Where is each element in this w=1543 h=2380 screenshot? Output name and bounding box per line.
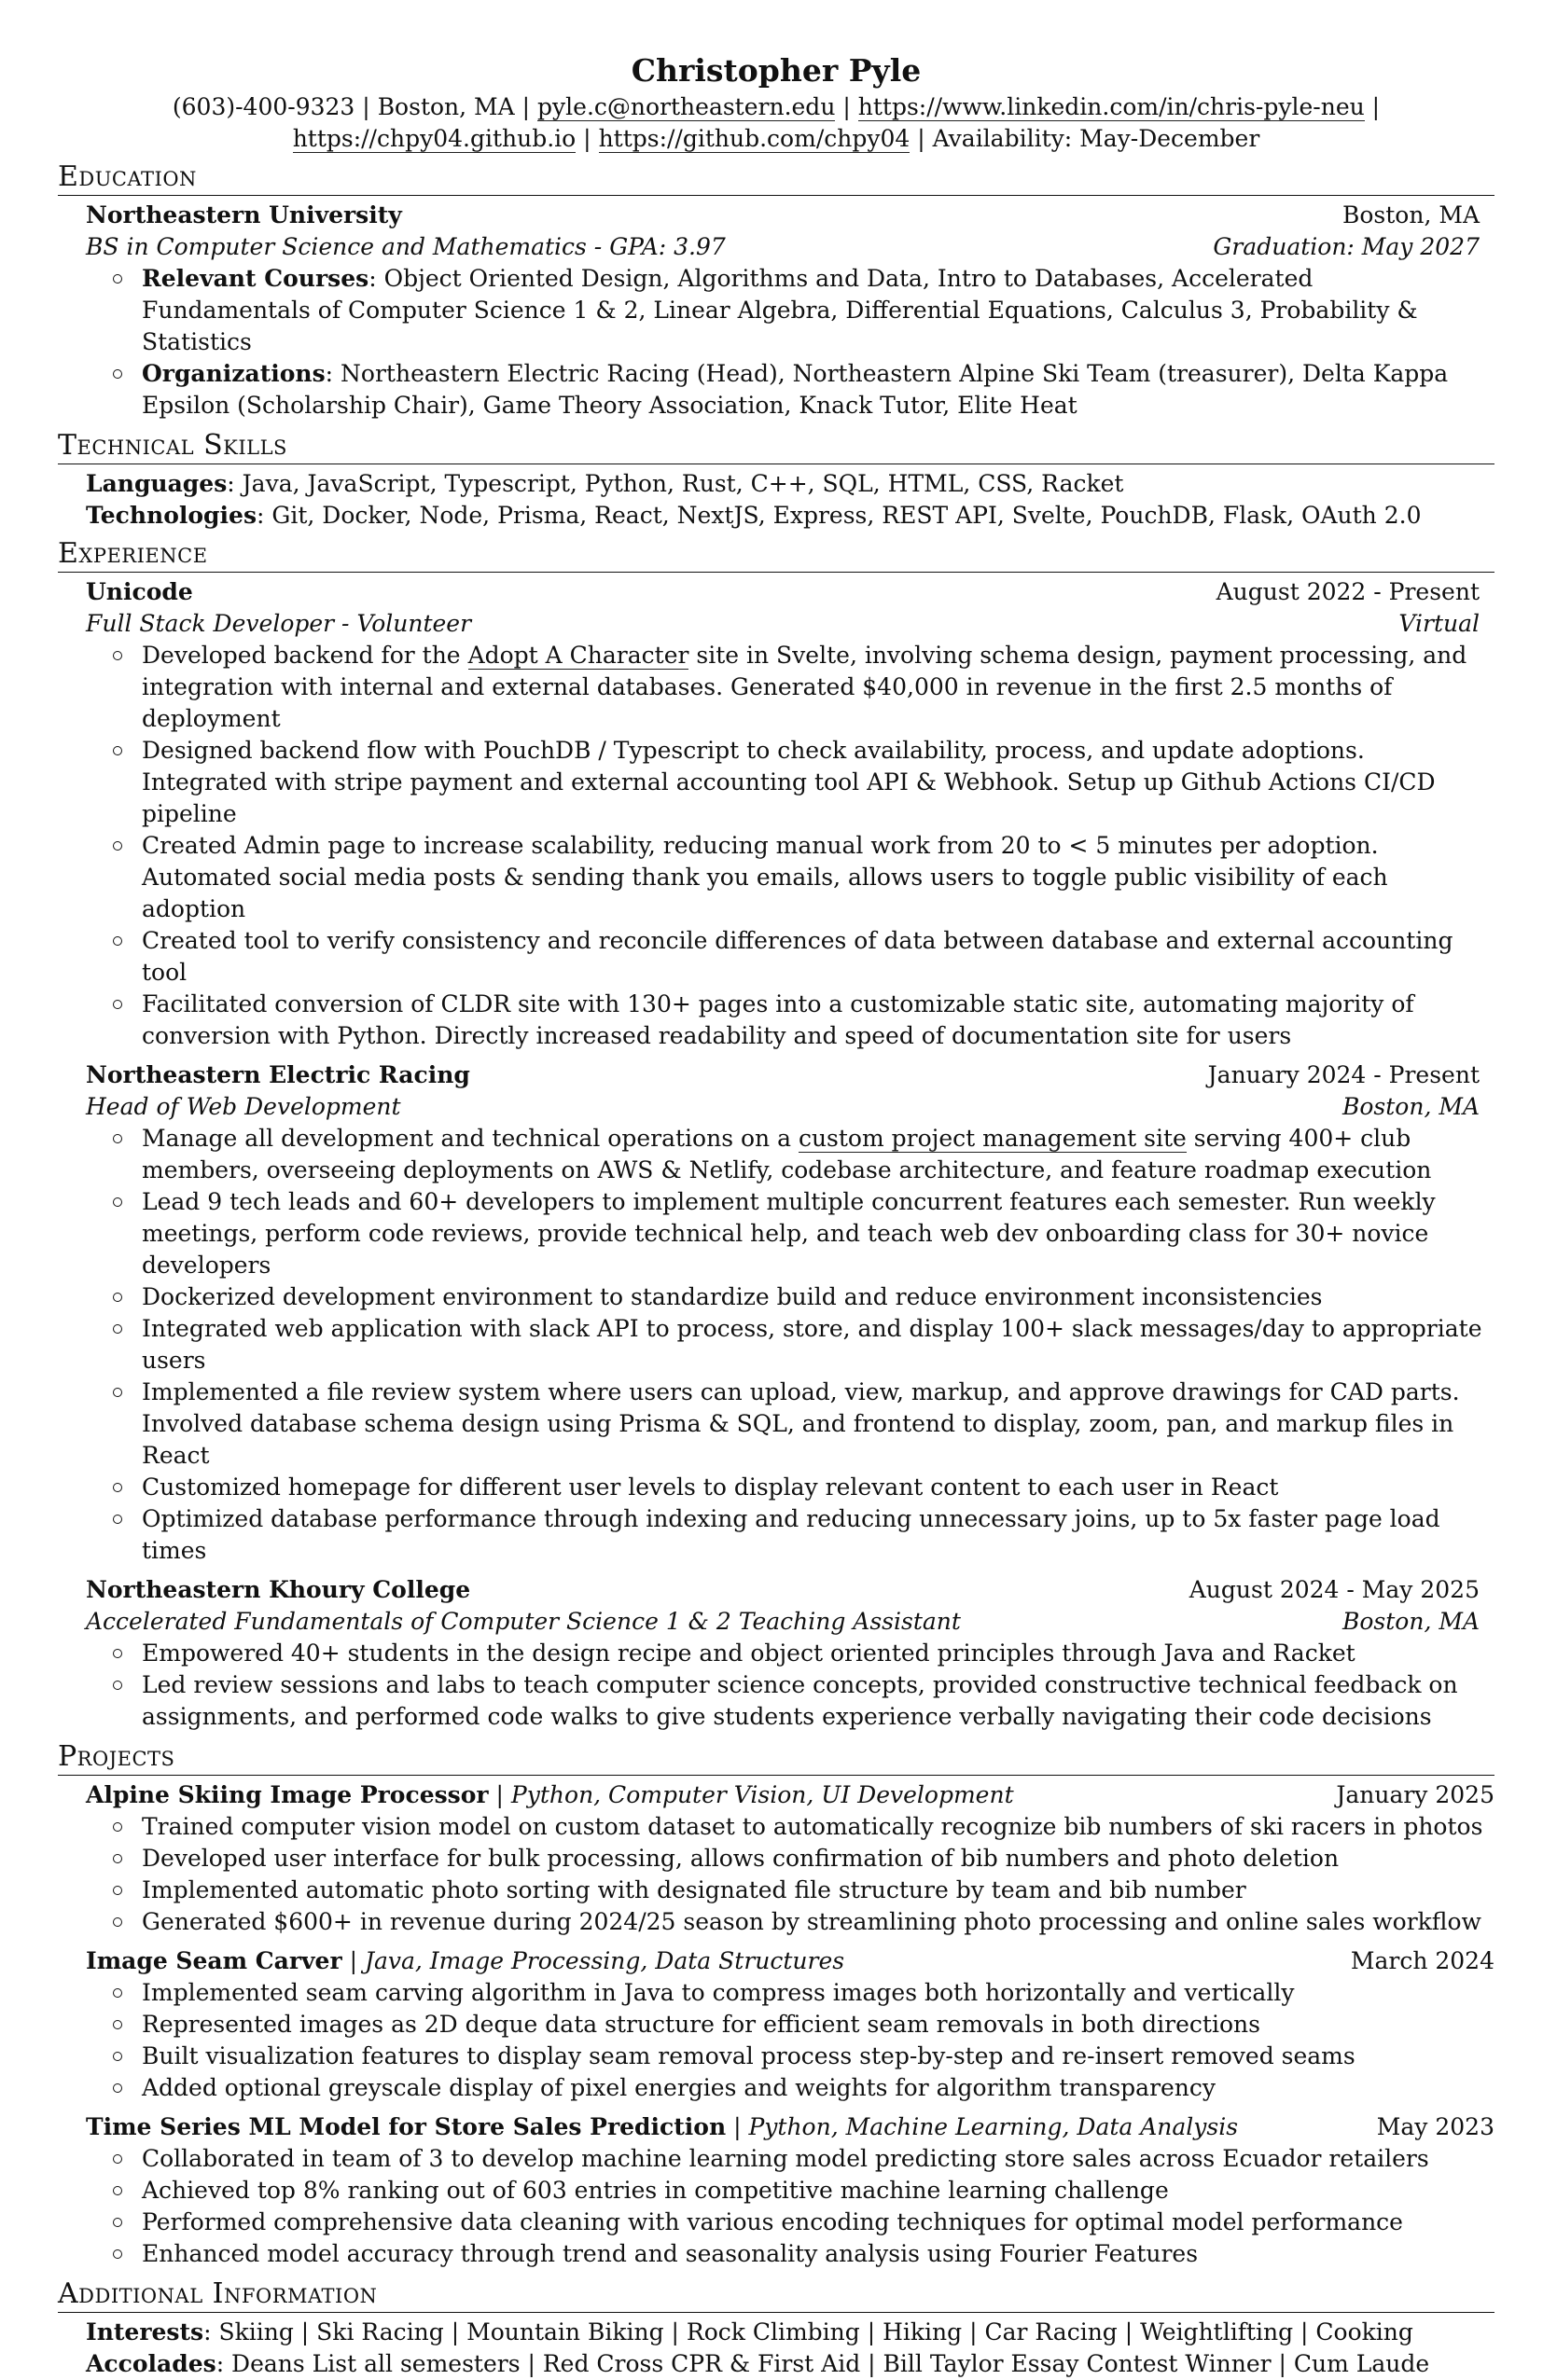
accolades-line: Accolades: Deans List all semesters | Red Cross CPR & First Aid | Bill Taylor Essay Contest Winner | Cum Laude [86, 2350, 1430, 2377]
project-entry: Image Seam Carver | Java, Image Processing, Data Structures March 2024 Implemented seam carving algorithm in Java to compress images both horizontally and vertically Represented images as 2D deque data structure for efficient seam removals in both directions Built visualization features to display seam removal process step-by-step and re-insert removed seams Added optional greyscale display of pixel energies and weights for algorithm transparency [58, 1945, 1494, 2104]
list-item: Dockerized development environment to standardize build and reduce environment inconsistencies [142, 1281, 1494, 1313]
list-item: Created tool to verify consistency and reconcile differences of data between database and external accounting tool [142, 925, 1494, 989]
experience-entry [58, 576, 1494, 1052]
project-name: Time Series ML Model for Store Sales Prediction [86, 2113, 727, 2140]
experience-entry [58, 1574, 1494, 1733]
list-item: Relevant Courses: Object Oriented Design, Algorithms and Data, Intro to Databases, Accelerated Fundamentals of Computer Science 1 & 2, Linear Algebra, Differential Equations, Calculus 3, Probability & Statistics [142, 263, 1480, 358]
website-link[interactable]: https://chpy04.github.io [292, 125, 577, 152]
resume-page [58, 52, 1494, 2380]
project-name: Alpine Skiing Image Processor [86, 1781, 489, 1808]
contact-line-2: https://chpy04.github.io | https://github.com/chpy04 | Availability: May-December [292, 125, 1260, 152]
skills-block [58, 468, 1494, 532]
graduation: Graduation: May 2027 [1213, 233, 1480, 260]
experience-section [58, 537, 1494, 1733]
email-link[interactable]: pyle.c@northeastern.edu [537, 93, 836, 120]
project-stack: Java, Image Processing, Data Structures [364, 1947, 845, 1974]
additional-block [58, 2317, 1494, 2380]
section-title-education: Education [58, 160, 1494, 196]
list-item: Generated $600+ in revenue during 2024/25 season by streamlining photo processing and online sales workflow [142, 1906, 1494, 1938]
education-entry [58, 200, 1494, 422]
list-item: Lead 9 tech leads and 60+ developers to implement multiple concurrent features each semester. Run weekly meetings, perform code reviews, provide technical help, and teach web dev onboarding class for 30+ novice developers [142, 1186, 1494, 1281]
adopt-a-character-link[interactable]: Adopt A Character [467, 642, 689, 669]
list-item: Added optional greyscale display of pixel energies and weights for algorithm transparency [142, 2072, 1494, 2104]
resume-header [58, 52, 1494, 155]
project-name: Image Seam Carver [86, 1947, 342, 1974]
education-section [58, 160, 1494, 422]
org-name: Unicode [86, 578, 193, 605]
project-entry: Alpine Skiing Image Processor | Python, Computer Vision, UI Development January 2025 Trained computer vision model on custom dataset to automatically recognize bib numbers of ski racers in photos Developed user interface for bulk processing, allows confirmation of bib numbers and photo deletion Implemented automatic photo sorting with designated file structure by team and bib number Generated $600+ in revenue during 2024/25 season by streamlining photo processing and online sales workflow [58, 1779, 1494, 1938]
job-role: Accelerated Fundamentals of Computer Science 1 & 2 Teaching Assistant [86, 1608, 961, 1635]
technologies-line: Technologies: Git, Docker, Node, Prisma, React, NextJS, Express, REST API, Svelte, PouchDB, Flask, OAuth 2.0 [86, 502, 1422, 529]
github-link[interactable]: https://github.com/chpy04 [598, 125, 911, 152]
list-item: Built visualization features to display seam removal process step-by-step and re-insert removed seams [142, 2041, 1494, 2072]
job-place: Virtual [1398, 610, 1480, 637]
list-item: Collaborated in team of 3 to develop machine learning model predicting store sales across Ecuador retailers [142, 2143, 1494, 2175]
job-role: Head of Web Development [86, 1093, 401, 1120]
job-dates: August 2024 - May 2025 [1189, 1576, 1480, 1603]
job-dates: August 2022 - Present [1216, 578, 1480, 605]
section-title-experience: Experience [58, 537, 1494, 573]
project-entry: Time Series ML Model for Store Sales Prediction | Python, Machine Learning, Data Analysis May 2023 Collaborated in team of 3 to develop machine learning model predicting store sales across Ecuador retailers Achieved top 8% ranking out of 603 entries in competitive machine learning challenge Performed comprehensive data cleaning with various encoding techniques for optimal model performance Enhanced model accuracy through trend and seasonality analysis using Fourier Features [58, 2111, 1494, 2270]
availability: Availability: May-December [932, 125, 1260, 152]
list-item: Performed comprehensive data cleaning with various encoding techniques for optimal model performance [142, 2207, 1494, 2238]
additional-section [58, 2277, 1494, 2380]
job-dates: January 2024 - Present [1207, 1061, 1480, 1088]
school-location: Boston, MA [1342, 201, 1480, 228]
skills-section [58, 429, 1494, 532]
languages-line: Languages: Java, JavaScript, Typescript, Python, Rust, C++, SQL, HTML, CSS, Racket [86, 470, 1124, 497]
school-name: Northeastern University [86, 201, 402, 228]
list-item: Led review sessions and labs to teach computer science concepts, provided constructive technical feedback on assignments, and performed code walks to give students experience verbally navigating their code decisions [142, 1669, 1494, 1733]
list-item: Developed backend for the Adopt A Character site in Svelte, involving schema design, payment processing, and integration with internal and external databases. Generated $40,000 in revenue in the first 2.5 months of deployment [142, 640, 1494, 735]
list-item: Achieved top 8% ranking out of 603 entries in competitive machine learning challenge [142, 2175, 1494, 2207]
list-item: Implemented automatic photo sorting with designated file structure by team and bib number [142, 1875, 1494, 1906]
list-item: Facilitated conversion of CLDR site with 130+ pages into a customizable static site, automating majority of conversion with Python. Directly increased readability and speed of documentation site for users [142, 989, 1494, 1052]
list-item: Developed user interface for bulk processing, allows confirmation of bib numbers and photo deletion [142, 1843, 1494, 1875]
org-name: Northeastern Electric Racing [86, 1061, 470, 1088]
section-title-skills: Technical Skills [58, 429, 1494, 464]
experience-entry [58, 1059, 1494, 1567]
list-item: Organizations: Northeastern Electric Racing (Head), Northeastern Alpine Ski Team (treasurer), Delta Kappa Epsilon (Scholarship Chair), Game Theory Association, Knack Tutor, Elite Heat [142, 358, 1480, 422]
list-item: Manage all development and technical operations on a custom project management site serving 400+ club members, overseeing deployments on AWS & Netlify, codebase architecture, and feature roadmap execution [142, 1123, 1494, 1186]
list-item: Implemented seam carving algorithm in Java to compress images both horizontally and vertically [142, 1977, 1494, 2009]
list-item: Customized homepage for different user levels to display relevant content to each user in React [142, 1472, 1494, 1503]
project-stack: Python, Computer Vision, UI Development [510, 1781, 1014, 1808]
org-name: Northeastern Khoury College [86, 1576, 471, 1603]
list-item: Represented images as 2D deque data structure for efficient seam removals in both directions [142, 2009, 1494, 2041]
list-item: Empowered 40+ students in the design recipe and object oriented principles through Java and Racket [142, 1638, 1494, 1669]
list-item: Designed backend flow with PouchDB / Typescript to check availability, process, and update adoptions. Integrated with stripe payment and external accounting tool API & Webhook. Setup up Github Actions CI/CD pipeline [142, 735, 1494, 830]
location: Boston, MA [377, 93, 515, 120]
job-place: Boston, MA [1342, 1093, 1480, 1120]
project-management-site-link[interactable]: custom project management site [798, 1125, 1187, 1152]
linkedin-link[interactable]: https://www.linkedin.com/in/chris-pyle-neu [857, 93, 1365, 120]
list-item: Implemented a file review system where users can upload, view, markup, and approve drawings for CAD parts. Involved database schema design using Prisma & SQL, and frontend to display, zoom, pan, and markup files in React [142, 1377, 1494, 1472]
list-item: Optimized database performance through indexing and reducing unnecessary joins, up to 5x faster page load times [142, 1503, 1494, 1567]
job-place: Boston, MA [1342, 1608, 1480, 1635]
projects-section [58, 1740, 1494, 2270]
project-date: January 2025 [1336, 1781, 1494, 1808]
job-role: Full Stack Developer - Volunteer [86, 610, 472, 637]
section-title-projects: Projects [58, 1740, 1494, 1776]
candidate-name: Christopher Pyle [631, 52, 922, 89]
list-item: Enhanced model accuracy through trend and seasonality analysis using Fourier Features [142, 2238, 1494, 2270]
section-title-additional: Additional Information [58, 2277, 1494, 2313]
project-stack: Python, Machine Learning, Data Analysis [748, 2113, 1239, 2140]
list-item: Created Admin page to increase scalability, reducing manual work from 20 to < 5 minutes per adoption. Automated social media posts & sending thank you emails, allows users to toggle public visibility of each adoption [142, 830, 1494, 925]
list-item: Trained computer vision model on custom dataset to automatically recognize bib numbers of ski racers in photos [142, 1811, 1494, 1843]
phone: (603)-400-9323 [172, 93, 355, 120]
degree: BS in Computer Science and Mathematics - GPA: 3.97 [86, 233, 726, 260]
list-item: Integrated web application with slack API to process, store, and display 100+ slack messages/day to appropriate users [142, 1313, 1494, 1377]
project-date: March 2024 [1350, 1947, 1494, 1974]
interests-line: Interests: Skiing | Ski Racing | Mountain Biking | Rock Climbing | Hiking | Car Racing | Weightlifting | Cooking [86, 2318, 1413, 2345]
project-date: May 2023 [1376, 2113, 1494, 2140]
contact-line-1: (603)-400-9323 | Boston, MA | pyle.c@northeastern.edu | https://www.linkedin.com/in/chris-pyle-neu | [172, 93, 1381, 120]
